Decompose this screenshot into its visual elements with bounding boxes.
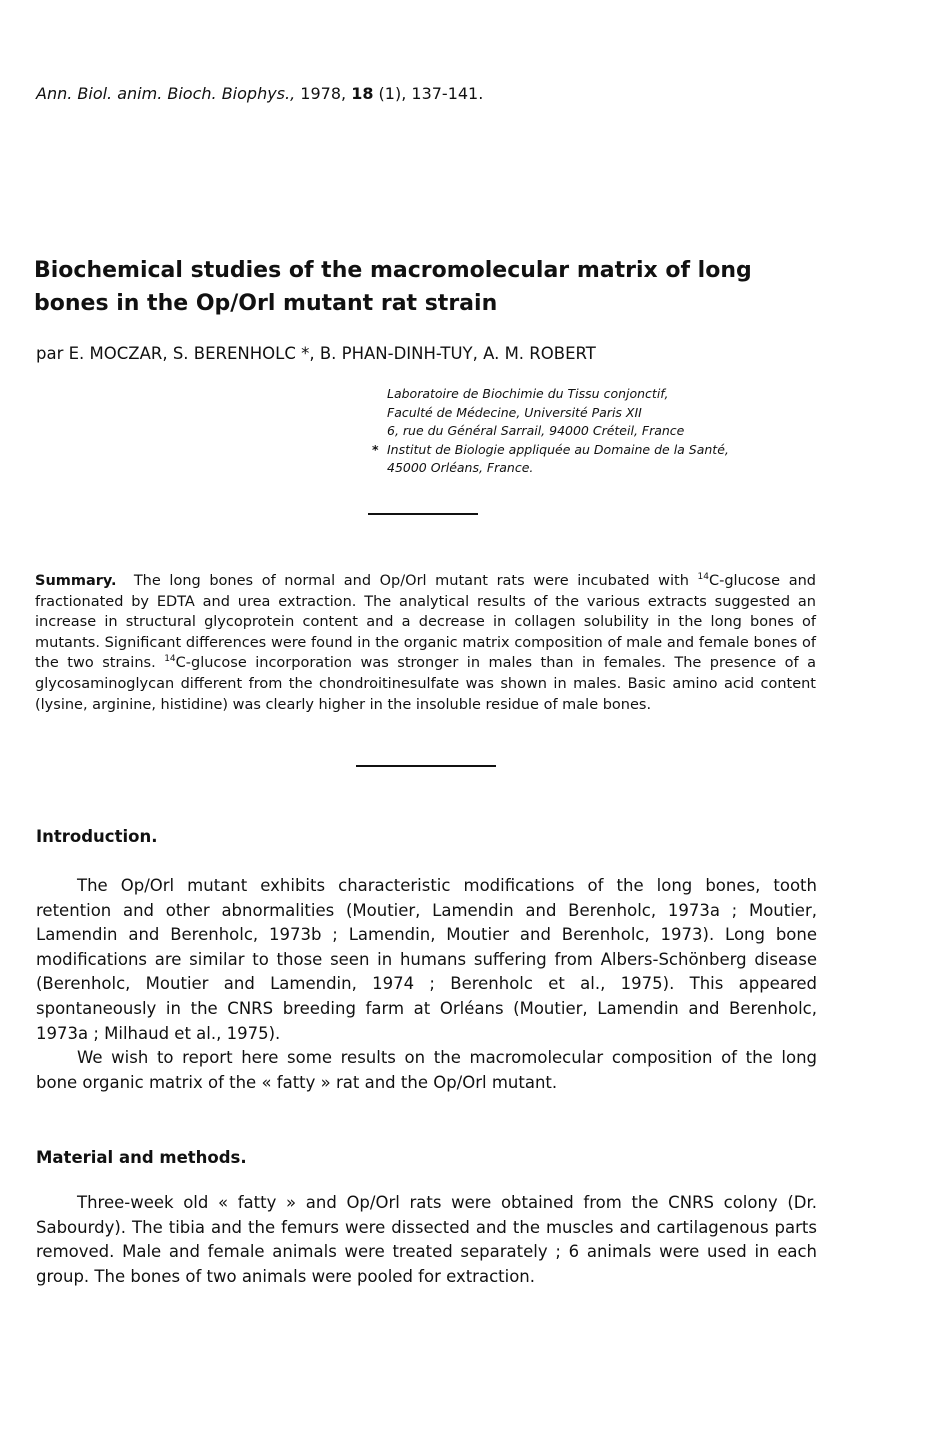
methods-heading: Material and methods.	[36, 1148, 247, 1167]
journal-name: Ann. Biol. anim. Bioch. Biophys.,	[36, 84, 296, 103]
journal-reference	[36, 84, 483, 103]
introduction-body	[36, 874, 817, 1095]
introduction-paragraph-2: We wish to report here some results on the macromolecular composition of the long bone organic matrix of the « fatty » rat and the Op/Orl mutant.	[36, 1048, 817, 1092]
journal-year: 1978,	[300, 84, 347, 103]
article-title-line-1: Biochemical studies of the macromolecular matrix of long	[34, 258, 752, 283]
affiliation-star: *	[372, 441, 379, 457]
summary-block	[35, 571, 816, 715]
affiliations	[372, 385, 892, 478]
methods-body	[36, 1191, 817, 1289]
article-title-line-2: bones in the Op/Orl mutant rat strain	[34, 291, 498, 316]
affiliation-line-4-text: Institut de Biologie appliquée au Domaine de la Santé,	[387, 441, 729, 457]
summary-superscript-2: 14	[164, 654, 176, 665]
journal-volume: 18	[351, 84, 374, 103]
introduction-heading: Introduction.	[36, 827, 158, 846]
summary-text-3: C-glucose incorporation was stronger in males than in females. The presence of a glycosaminoglycan different from the chondroitinesulfate was shown in males. Basic amino acid content (lysine, arginine, histidine) was clearly higher in the insoluble residue of male bones.	[35, 655, 816, 713]
affiliation-line-2: Faculté de Médecine, Université Paris XII	[387, 404, 642, 420]
author-list: par E. MOCZAR, S. BERENHOLC *, B. PHAN-DINH-TUY, A. M. ROBERT	[36, 344, 596, 363]
summary-label: Summary.	[35, 573, 117, 589]
affiliation-line-3: 6, rue du Général Sarrail, 94000 Créteil, France	[387, 423, 685, 438]
methods-paragraph-1: Three-week old « fatty » and Op/Orl rats were obtained from the CNRS colony (Dr. Sabourdy). The tibia and the femurs were dissected and the muscles and cartilagenous parts removed. Male and female animals were treated separately ; 6 animals were used in each group. The bones of two animals were pooled for extraction.	[36, 1193, 817, 1286]
summary-text-2: C-glucose and fractionated by EDTA and urea extraction. The analytical results of the various extracts suggested an increase in structural glycoprotein content and a decrease in collagen solubility in the long bones of mutants. Significant differences were found in the organic matrix composition of male and female bones of the two strains.	[35, 573, 817, 672]
affiliation-line-5: 45000 Orléans, France.	[387, 460, 534, 475]
introduction-paragraph-1: The Op/Orl mutant exhibits characteristic modifications of the long bones, tooth retention and other abnormalities (Moutier, Lamendin and Berenholc, 1973a ; Moutier, Lamendin and Berenholc, 1973b ; Lamendin, Moutier and Berenholc, 1973). Long bone modifications are similar to those seen in humans suffering from Albers-Schönberg disease (Berenholc, Moutier and Lamendin, 1974 ; Berenholc et al., 1975). This appeared spontaneously in the CNRS breeding farm at Orléans (Moutier, Lamendin and Berenholc, 1973a ; Milhaud et al., 1975).	[36, 876, 817, 1043]
divider-rule-bottom	[356, 765, 496, 767]
affiliation-line-4	[372, 441, 892, 460]
article-title	[34, 254, 894, 320]
summary-text-1: The long bones of normal and Op/Orl mutant rats were incubated with	[133, 573, 698, 589]
summary-superscript-1: 14	[697, 572, 709, 582]
journal-issue-pages: (1), 137-141.	[378, 84, 484, 103]
affiliation-line-1: Laboratoire de Biochimie du Tissu conjonctif,	[387, 386, 669, 401]
divider-rule-top	[368, 513, 478, 515]
